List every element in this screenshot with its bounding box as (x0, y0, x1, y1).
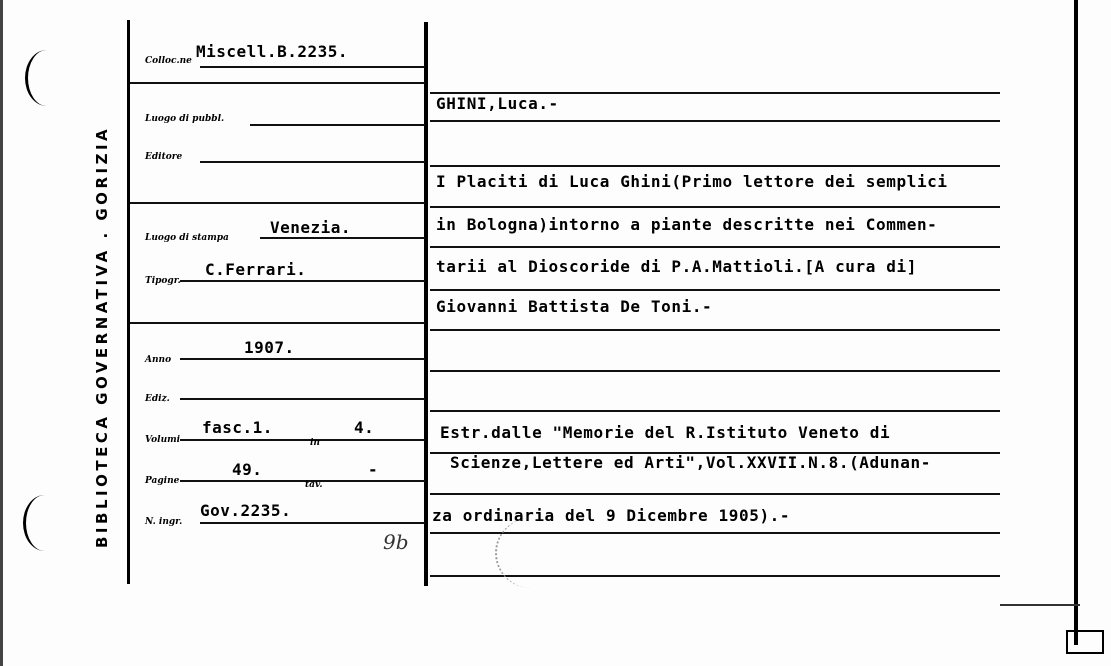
rule (430, 329, 1000, 331)
label-pagine: Pagine (145, 476, 180, 486)
entry-note-line-2: Scienze,Lettere ed Arti",Vol.XXVII.N.8.(Adunan- (450, 453, 931, 472)
value-anno: 1907. (244, 338, 295, 357)
faint-stamp-mark (495, 518, 567, 588)
rule (180, 358, 425, 360)
rule (430, 370, 1000, 372)
entry-title-line-3: tarii al Dioscoride di P.A.Mattioli.[A cura di] (436, 257, 917, 276)
value-tipografia: C.Ferrari. (205, 260, 307, 279)
punch-hole-top (25, 50, 68, 106)
card-right-edge (1074, 0, 1078, 645)
punch-hole-bottom (23, 495, 66, 551)
column-divider-rule (424, 22, 428, 586)
value-collocazione: Miscell.B.2235. (196, 42, 348, 61)
card-right-stub (1066, 630, 1104, 654)
rule (130, 322, 425, 324)
rule (130, 82, 425, 84)
card-bottom-edge (1000, 604, 1080, 606)
label-tav: tav. (305, 480, 323, 490)
value-pagine: 49. (232, 460, 263, 479)
entry-note-line-1: Estr.dalle "Memorie del R.Istituto Veneto di (440, 423, 891, 442)
rule (200, 522, 425, 524)
label-tipografia: Tipogr. (145, 276, 181, 286)
rule (200, 66, 425, 68)
rule (130, 202, 425, 204)
entry-author: GHINI,Luca.- (436, 94, 559, 113)
entry-title-line-2: in Bologna)intorno a piante descritte nei Commen- (436, 215, 938, 234)
entry-title-line-1: I Placiti di Luca Ghini(Primo lettore dei semplici (436, 172, 948, 191)
value-n-ingr: Gov.2235. (200, 501, 292, 520)
label-in: in (310, 438, 320, 448)
rule (200, 161, 425, 163)
rule (180, 439, 425, 441)
rule (180, 280, 425, 282)
value-tav: - (368, 460, 379, 479)
rule (180, 480, 425, 482)
rule (260, 237, 425, 239)
left-margin-rule (127, 20, 130, 584)
label-collocazione: Colloc.ne (145, 56, 192, 66)
library-stamp: BIBLIOTECA GOVERNATIVA . GORIZIA (93, 125, 111, 548)
handwritten-note: 9b (383, 530, 409, 554)
value-volumi-in: 4. (354, 418, 375, 437)
label-anno: Anno (145, 355, 172, 365)
card-left-edge (0, 0, 3, 666)
rule (430, 493, 1000, 495)
label-luogo-stampa: Luogo di stampa (145, 233, 229, 243)
value-volumi: fasc.1. (202, 418, 273, 437)
label-volumi: Volumi (145, 435, 181, 445)
rule (430, 289, 1000, 291)
rule (430, 165, 1000, 167)
rule (430, 410, 1000, 412)
rule (180, 398, 425, 400)
value-luogo-stampa: Venezia. (270, 218, 352, 237)
entry-note-line-3: za ordinaria del 9 Dicembre 1905).- (432, 506, 791, 525)
entry-title-line-4: Giovanni Battista De Toni.- (436, 297, 713, 316)
rule (250, 124, 425, 126)
label-luogo-pubbl: Luogo di pubbl. (145, 114, 225, 124)
label-edizione: Ediz. (145, 394, 170, 404)
rule (430, 120, 1000, 122)
label-editore: Editore (145, 152, 183, 162)
rule (430, 206, 1000, 208)
rule (430, 246, 1000, 248)
label-n-ingr: N. ingr. (145, 517, 183, 527)
